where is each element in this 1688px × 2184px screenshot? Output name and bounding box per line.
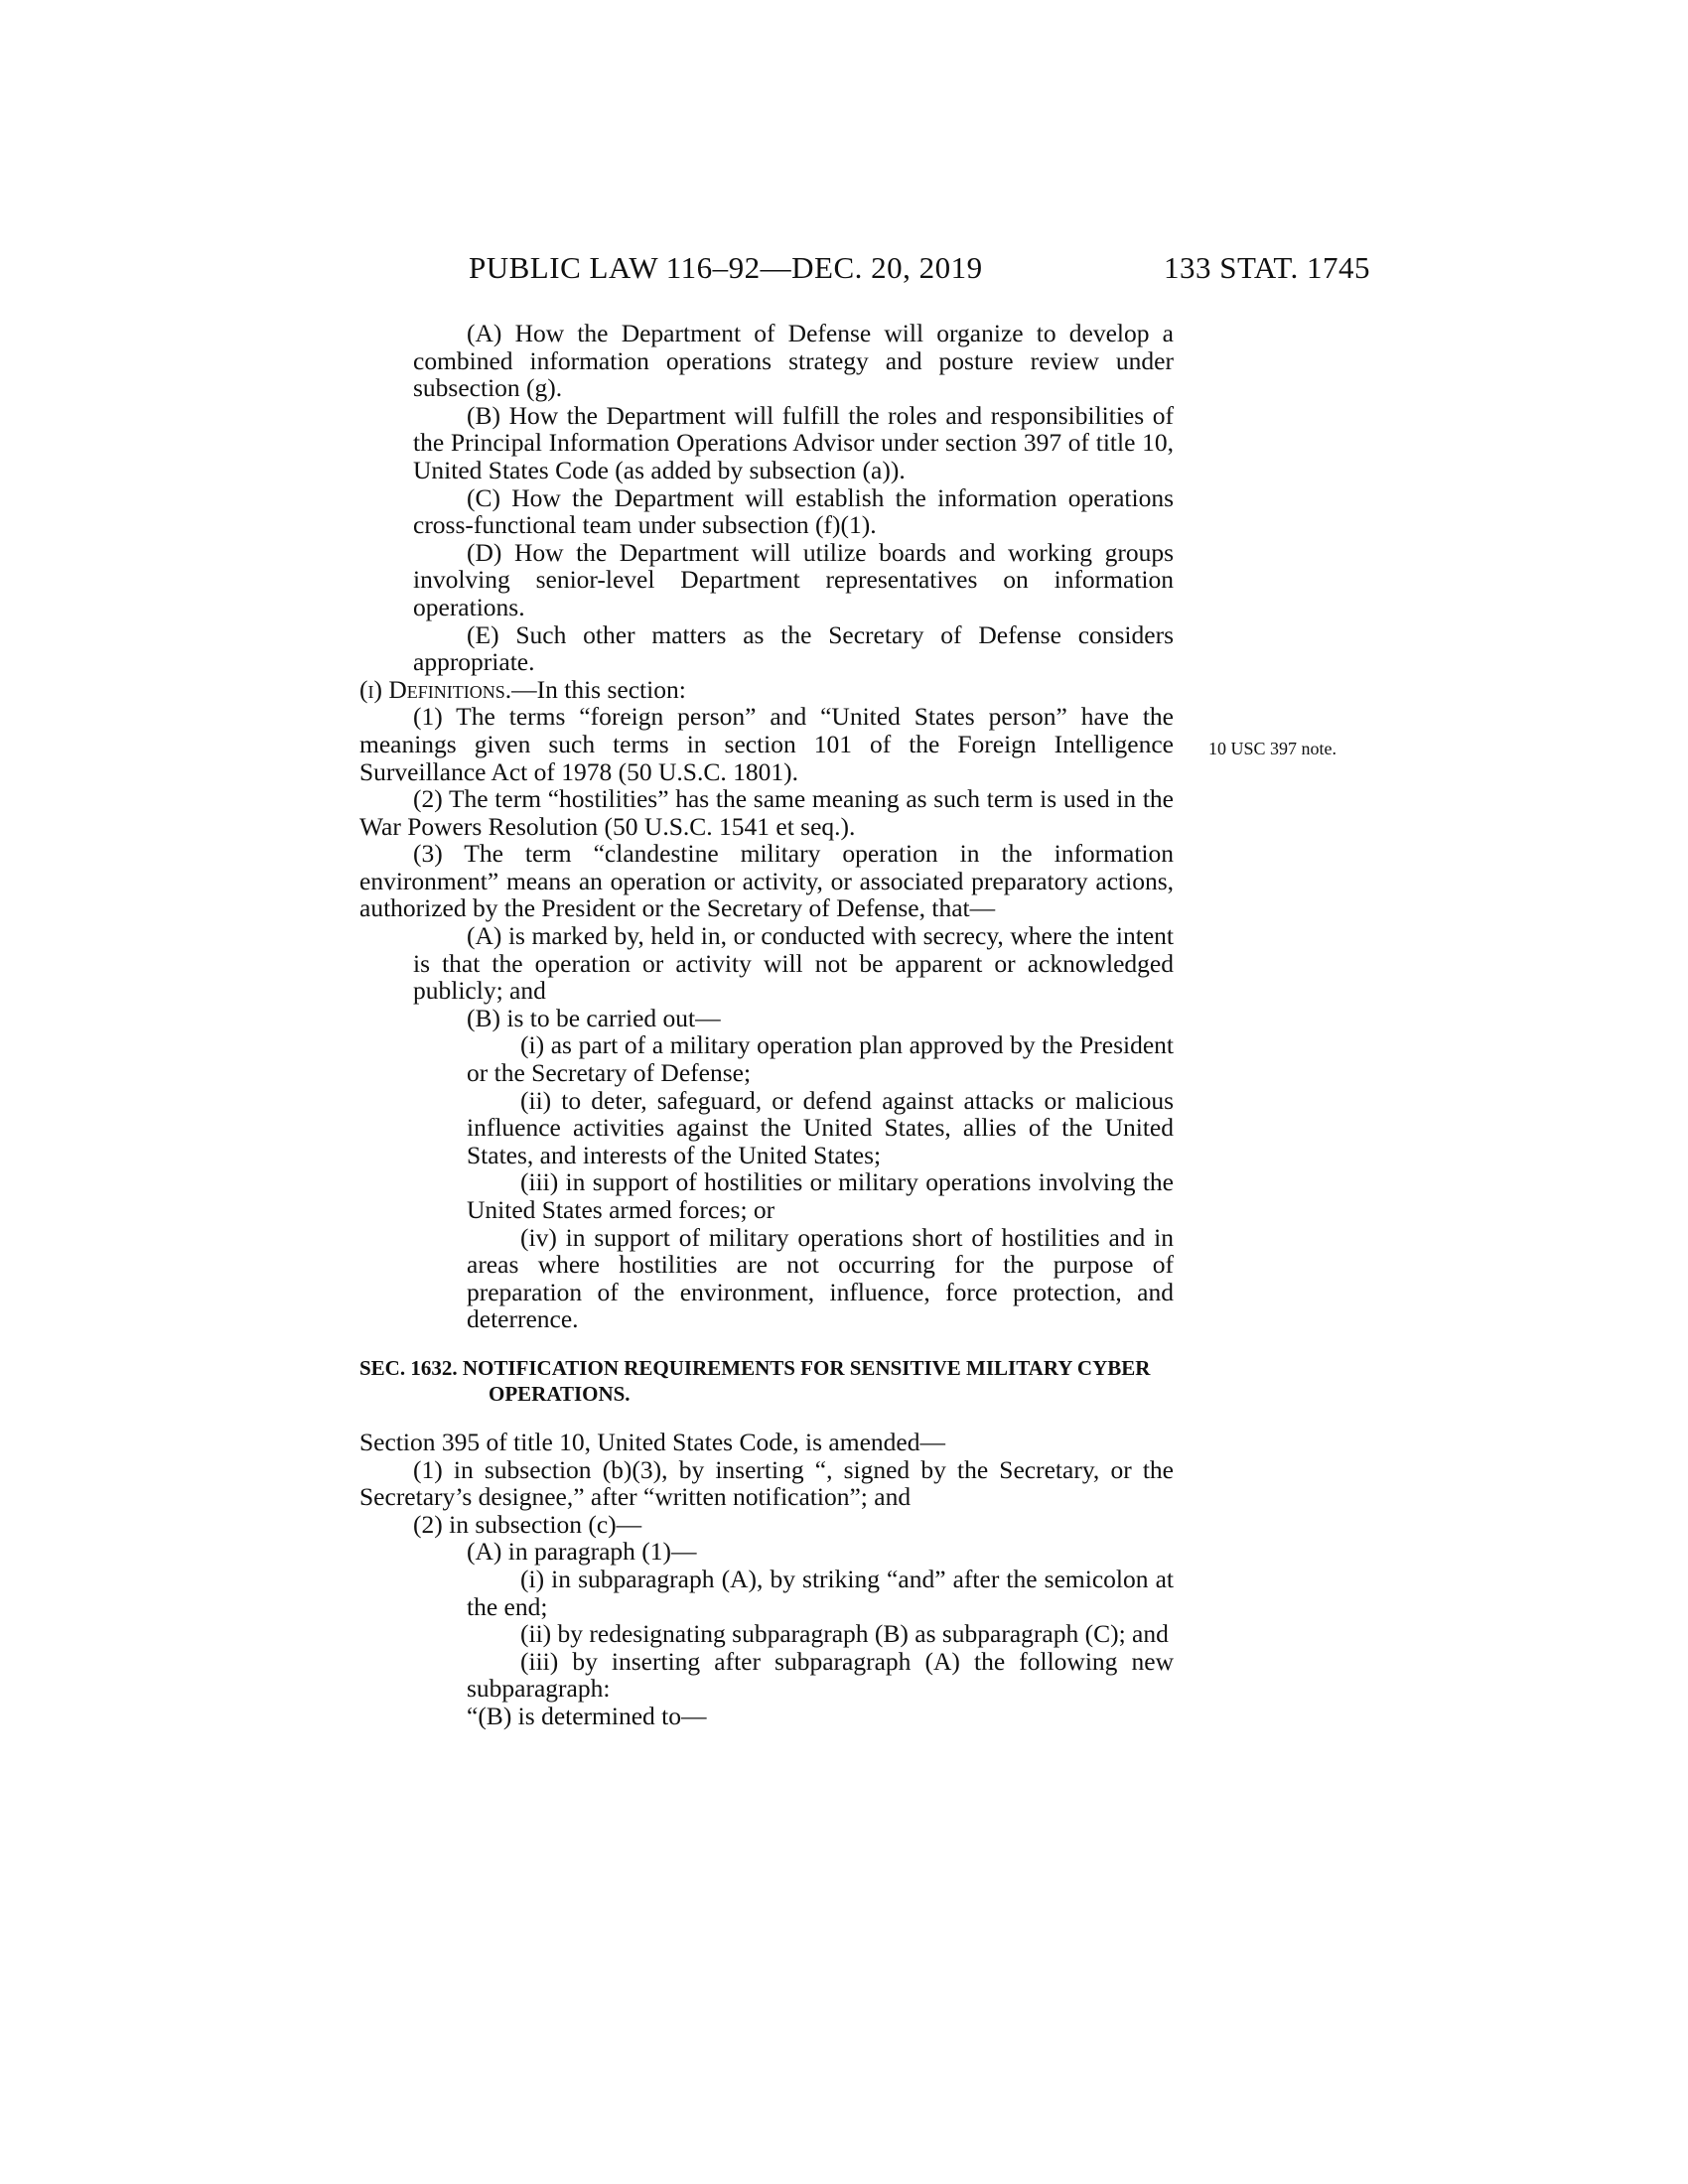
paragraph: (B) is to be carried out— bbox=[467, 1003, 721, 1032]
paragraph: (iv) in support of military operations short of hostilities and in areas where hostilities are not occurring for the purpose of preparation of the environment, influence, force protection, and deterrence. bbox=[467, 1222, 1174, 1334]
paragraph: (1) in subsection (b)(3), by inserting “, signed by the Secretary, or the Secretary’s designee,” after “written notification”; and bbox=[359, 1454, 1174, 1512]
paragraph: (i) as part of a military operation plan approved by the President or the Secretary of Defense; bbox=[467, 1030, 1174, 1088]
paragraph: (A) in paragraph (1)— bbox=[467, 1537, 697, 1567]
definitions-heading bbox=[359, 676, 1174, 704]
paragraph: (C) How the Department will establish the information operations cross-functional team under subsection (f)(1). bbox=[413, 482, 1174, 540]
paragraph: (1) The terms “foreign person” and “United States person” have the meanings given such terms in section 101 of the Foreign Intelligence Surveillance Act of 1978 (50 U.S.C. 1801). bbox=[359, 702, 1174, 786]
paragraph: (E) Such other matters as the Secretary of Defense considers appropriate. bbox=[413, 619, 1174, 677]
paragraph: (A) How the Department of Defense will organize to develop a combined information operations strategy and posture review under subsection (g). bbox=[413, 319, 1174, 403]
paragraph: Section 395 of title 10, United States Code, is amended— bbox=[359, 1427, 945, 1456]
header-citation: PUBLIC LAW 116–92—DEC. 20, 2019 bbox=[469, 250, 983, 285]
paragraph: (B) How the Department will fulfill the roles and responsibilities of the Principal Information Operations Advisor under section 397 of title 10, United States Code (as added by subsection (a)). bbox=[413, 400, 1174, 484]
document-body bbox=[359, 320, 1174, 1730]
paragraph: (A) is marked by, held in, or conducted with secrecy, where the intent is that the operation or activity will not be apparent or acknowledged publicly; and bbox=[413, 921, 1174, 1006]
paragraph: (2) The term “hostilities” has the same meaning as such term is used in the War Powers Resolution (50 U.S.C. 1541 et seq.). bbox=[359, 784, 1174, 841]
paragraph: “(B) is determined to— bbox=[467, 1701, 707, 1730]
margin-note: 10 USC 397 note. bbox=[1208, 739, 1337, 758]
paragraph: (D) How the Department will utilize boards and working groups involving senior-level Department representatives on information operations. bbox=[413, 537, 1174, 621]
paragraph: (ii) by redesignating subparagraph (B) as subparagraph (C); and bbox=[520, 1619, 1169, 1649]
paragraph: (iii) by inserting after subparagraph (A) the following new subparagraph: bbox=[467, 1646, 1174, 1704]
paragraph: (i) in subparagraph (A), by striking “and” after the semicolon at the end; bbox=[467, 1564, 1174, 1621]
section-heading: SEC. 1632. NOTIFICATION REQUIREMENTS FOR SENSITIVE MILITARY CYBER OPERATIONS. bbox=[359, 1355, 1151, 1406]
paragraph: (iii) in support of hostilities or military operations involving the United States armed forces; or bbox=[467, 1167, 1174, 1224]
paragraph: (2) in subsection (c)— bbox=[413, 1509, 642, 1539]
paragraph: (ii) to deter, safeguard, or defend against attacks or malicious influence activities against the United States, allies of the United States, and interests of the United States; bbox=[467, 1085, 1174, 1169]
header-page-number: 133 STAT. 1745 bbox=[1163, 250, 1370, 285]
definitions-text: —In this section: bbox=[511, 674, 686, 704]
paragraph: (3) The term “clandestine military operation in the information environment” means an operation or activity, or associated preparatory actions, authorized by the President or the Secretary of Defense, that— bbox=[359, 839, 1174, 923]
page-header bbox=[469, 250, 1370, 290]
definitions-label: (i) Definitions. bbox=[359, 674, 512, 704]
